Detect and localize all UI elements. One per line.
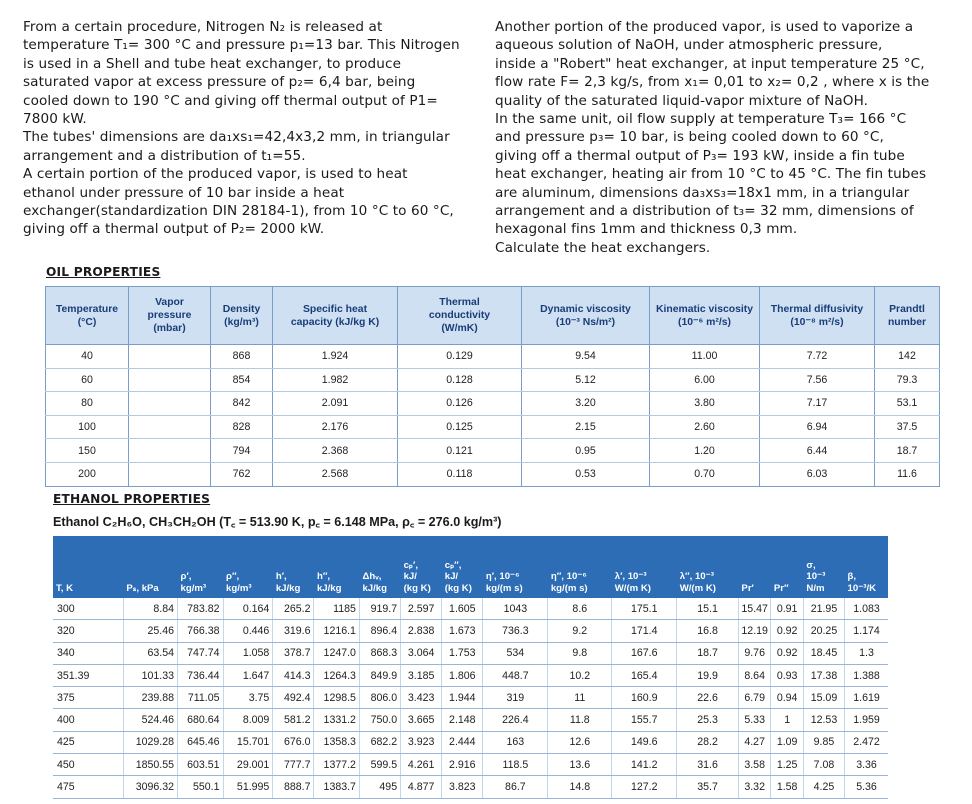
ethanol-table-cell: 18.45	[803, 642, 844, 664]
ethanol-table-cell: 9.76	[738, 642, 770, 664]
oil-table-cell: 2.368	[273, 439, 398, 463]
oil-header-cell: Dynamic viscosity (10⁻³ Ns/m²)	[522, 287, 650, 345]
ethanol-table-cell: 127.2	[612, 776, 677, 798]
oil-table-cell: 794	[211, 439, 273, 463]
oil-table-row	[46, 368, 940, 392]
oil-table-cell	[129, 415, 211, 439]
ethanol-table-cell: 766.38	[178, 620, 223, 642]
ethanol-table-row	[53, 754, 888, 776]
oil-table-cell	[129, 345, 211, 369]
ethanol-table-cell: 1264.3	[314, 664, 359, 686]
ethanol-table-cell: 25.46	[123, 620, 177, 642]
oil-table-cell: 842	[211, 392, 273, 416]
ethanol-table-cell: 1.174	[845, 620, 888, 642]
oil-header-cell: Temperature (°C)	[46, 287, 129, 345]
ethanol-table-row	[53, 776, 888, 798]
oil-table-cell: 18.7	[875, 439, 940, 463]
paragraph-nitrogen: From a certain procedure, Nitrogen N₂ is released at temperature T₁= 300 °C and pressure p₁=13 bar. This Nitrogen is used in a Shell and tube heat exchanger, to produce saturated vapor at excess pressure of p₂= 6,4 bar, being cooled down to 190 °C and giving off thermal output of P1= 7800 kW.	[23, 19, 460, 128]
oil-table-cell: 5.12	[522, 368, 650, 392]
ethanol-table-cell: 4.877	[401, 776, 442, 798]
ethanol-table-cell: 9.2	[548, 620, 612, 642]
ethanol-table-cell: 155.7	[612, 709, 677, 731]
oil-table-cell	[129, 392, 211, 416]
ethanol-table-cell: 1247.0	[314, 642, 359, 664]
ethanol-header-cell: h″, kJ/kg	[314, 536, 359, 598]
ethanol-table-cell: 1.58	[771, 776, 803, 798]
ethanol-table-cell: 783.82	[178, 598, 223, 620]
ethanol-table-cell: 16.8	[677, 620, 739, 642]
oil-table-cell: 0.53	[522, 462, 650, 486]
ethanol-table-cell: 1.753	[442, 642, 483, 664]
ethanol-table-cell: 1029.28	[123, 731, 177, 753]
ethanol-table-cell: 9.8	[548, 642, 612, 664]
ethanol-table-cell: 3.185	[401, 664, 442, 686]
oil-header-cell: Vapor pressure (mbar)	[129, 287, 211, 345]
ethanol-table-cell: 736.44	[178, 664, 223, 686]
oil-table-cell: 2.176	[273, 415, 398, 439]
ethanol-table-cell: 14.8	[548, 776, 612, 798]
ethanol-table-cell: 12.6	[548, 731, 612, 753]
oil-table-cell: 37.5	[875, 415, 940, 439]
ethanol-header-cell: λ′, 10⁻³ W/(m K)	[612, 536, 677, 598]
ethanol-table-cell: 11	[548, 687, 612, 709]
paragraph-oil: In the same unit, oil flow supply at temperature T₃= 166 °C and pressure p₃= 10 bar, is being cooled down to 60 °C, giving off a thermal output of P₃= 193 kW, inside a fin tube heat exchanger, heating air from 10 °C to 45 °C. The fin tubes are aluminum, dimensions da₃xs₃=18x1 mm, in a triangular arrangement and a distribution of t₃= 32 mm, dimensions of hexagonal fins 1mm and thickness 0,3 mm. Calculate the heat exchangers.	[495, 111, 927, 256]
oil-table-cell: 762	[211, 462, 273, 486]
ethanol-table-cell: 4.25	[803, 776, 844, 798]
oil-table-cell: 142	[875, 345, 940, 369]
ethanol-table-cell: 1216.1	[314, 620, 359, 642]
oil-table-cell: 6.03	[760, 462, 875, 486]
ethanol-table-cell: 6.79	[738, 687, 770, 709]
ethanol-table-row	[53, 687, 888, 709]
oil-table-cell: 1.982	[273, 368, 398, 392]
ethanol-table-cell: 351.39	[53, 664, 123, 686]
ethanol-table-cell: 15.701	[223, 731, 273, 753]
ethanol-table-cell: 1331.2	[314, 709, 359, 731]
ethanol-header-cell: cₚ″, kJ/ (kg K)	[442, 536, 483, 598]
oil-table-cell: 53.1	[875, 392, 940, 416]
ethanol-table-cell: 777.7	[273, 754, 314, 776]
ethanol-table-cell: 15.47	[738, 598, 770, 620]
ethanol-table-cell: 3.823	[442, 776, 483, 798]
ethanol-table-cell: 2.148	[442, 709, 483, 731]
ethanol-table-cell: 581.2	[273, 709, 314, 731]
ethanol-table-cell: 86.7	[483, 776, 548, 798]
ethanol-table-cell: 1	[771, 709, 803, 731]
ethanol-header-cell: ρ′, kg/m³	[178, 536, 223, 598]
ethanol-table-cell: 15.09	[803, 687, 844, 709]
oil-header-cell: Kinematic viscosity (10⁻⁶ m²/s)	[650, 287, 760, 345]
oil-table-cell: 7.72	[760, 345, 875, 369]
ethanol-table-cell: 3.32	[738, 776, 770, 798]
ethanol-table-cell: 2.597	[401, 598, 442, 620]
ethanol-properties-table	[53, 536, 888, 799]
ethanol-table-cell: 3.665	[401, 709, 442, 731]
oil-table-row	[46, 439, 940, 463]
ethanol-table-cell: 1358.3	[314, 731, 359, 753]
oil-table-row	[46, 415, 940, 439]
oil-header-cell: Specific heat capacity (kJ/kg K)	[273, 287, 398, 345]
ethanol-table-cell: 375	[53, 687, 123, 709]
ethanol-table-cell: 414.3	[273, 664, 314, 686]
ethanol-table-header-row	[53, 536, 888, 598]
oil-table-cell: 2.568	[273, 462, 398, 486]
oil-table-cell: 0.95	[522, 439, 650, 463]
ethanol-table-cell: 0.92	[771, 620, 803, 642]
ethanol-table-row	[53, 709, 888, 731]
ethanol-table-cell: 4.27	[738, 731, 770, 753]
oil-table-cell: 0.129	[398, 345, 522, 369]
oil-table-cell	[129, 439, 211, 463]
ethanol-table-cell: 495	[359, 776, 400, 798]
ethanol-table-cell: 1.058	[223, 642, 273, 664]
ethanol-table-cell: 25.3	[677, 709, 739, 731]
ethanol-table-cell: 15.1	[677, 598, 739, 620]
ethanol-table-cell: 1.3	[845, 642, 888, 664]
ethanol-table-cell: 12.53	[803, 709, 844, 731]
ethanol-table-cell: 849.9	[359, 664, 400, 686]
oil-table-cell: 100	[46, 415, 129, 439]
ethanol-header-cell: η′, 10⁻⁶ kg/(m s)	[483, 536, 548, 598]
oil-table-cell: 3.20	[522, 392, 650, 416]
oil-table-cell: 854	[211, 368, 273, 392]
ethanol-table-cell: 492.4	[273, 687, 314, 709]
ethanol-header-cell: β, 10⁻³/K	[845, 536, 888, 598]
oil-table-cell: 200	[46, 462, 129, 486]
ethanol-table-cell: 680.64	[178, 709, 223, 731]
ethanol-table-cell: 9.85	[803, 731, 844, 753]
ethanol-table-cell: 425	[53, 731, 123, 753]
ethanol-table-cell: 19.9	[677, 664, 739, 686]
ethanol-table-row	[53, 598, 888, 620]
ethanol-table-cell: 300	[53, 598, 123, 620]
ethanol-table-cell: 226.4	[483, 709, 548, 731]
ethanol-table-cell: 175.1	[612, 598, 677, 620]
ethanol-table-cell: 1383.7	[314, 776, 359, 798]
oil-table-cell: 11.6	[875, 462, 940, 486]
oil-table-cell: 150	[46, 439, 129, 463]
ethanol-table-cell: 101.33	[123, 664, 177, 686]
ethanol-table-cell: 2.444	[442, 731, 483, 753]
ethanol-table-cell: 0.93	[771, 664, 803, 686]
ethanol-table-cell: 21.95	[803, 598, 844, 620]
ethanol-table-row	[53, 620, 888, 642]
ethanol-table-cell: 7.08	[803, 754, 844, 776]
ethanol-table-row	[53, 731, 888, 753]
oil-header-cell: Thermal diffusivity (10⁻⁸ m²/s)	[760, 287, 875, 345]
ethanol-table-cell: 1.673	[442, 620, 483, 642]
ethanol-table-cell: 3.36	[845, 754, 888, 776]
oil-table-cell: 0.70	[650, 462, 760, 486]
oil-table-cell: 7.56	[760, 368, 875, 392]
ethanol-table-cell: 8.009	[223, 709, 273, 731]
ethanol-properties-heading: ETHANOL PROPERTIES	[53, 492, 211, 506]
ethanol-table-cell: 118.5	[483, 754, 548, 776]
ethanol-table-cell: 51.995	[223, 776, 273, 798]
ethanol-table-cell: 63.54	[123, 642, 177, 664]
ethanol-header-cell: σ, 10⁻³ N/m	[803, 536, 844, 598]
ethanol-header-cell: λ″, 10⁻³ W/(m K)	[677, 536, 739, 598]
ethanol-table-cell: 18.7	[677, 642, 739, 664]
oil-table-cell: 6.00	[650, 368, 760, 392]
ethanol-header-cell: Pr″	[771, 536, 803, 598]
oil-table-cell	[129, 462, 211, 486]
oil-table-cell: 2.60	[650, 415, 760, 439]
oil-table-cell: 60	[46, 368, 129, 392]
ethanol-header-cell: T, K	[53, 536, 123, 598]
oil-table-cell: 0.121	[398, 439, 522, 463]
ethanol-table-cell: 0.92	[771, 642, 803, 664]
paragraph-ethanol-heating: A certain portion of the produced vapor, is used to heat ethanol under pressure of 10 bar inside a heat exchanger(standardization DIN 28184-1), from 10 °C to 60 °C, giving off a thermal output of P₂= 2000 kW.	[23, 166, 454, 238]
ethanol-header-cell: η″, 10⁻⁶ kg/(m s)	[548, 536, 612, 598]
ethanol-table-cell: 5.36	[845, 776, 888, 798]
ethanol-table-cell: 319.6	[273, 620, 314, 642]
ethanol-table-cell: 1298.5	[314, 687, 359, 709]
ethanol-table-cell: 340	[53, 642, 123, 664]
ethanol-table-cell: 676.0	[273, 731, 314, 753]
ethanol-table-cell: 1.806	[442, 664, 483, 686]
oil-table-cell: 6.94	[760, 415, 875, 439]
oil-table-cell: 11.00	[650, 345, 760, 369]
ethanol-table-cell: 12.19	[738, 620, 770, 642]
ethanol-table-cell: 2.916	[442, 754, 483, 776]
ethanol-table-cell: 888.7	[273, 776, 314, 798]
ethanol-table-cell: 1.083	[845, 598, 888, 620]
ethanol-table-cell: 736.3	[483, 620, 548, 642]
ethanol-table-cell: 3.423	[401, 687, 442, 709]
ethanol-table-cell: 747.74	[178, 642, 223, 664]
ethanol-table-cell: 167.6	[612, 642, 677, 664]
ethanol-table-cell: 475	[53, 776, 123, 798]
ethanol-table-cell: 239.88	[123, 687, 177, 709]
ethanol-table-cell: 750.0	[359, 709, 400, 731]
ethanol-table-cell: 265.2	[273, 598, 314, 620]
oil-header-cell: Thermal conductivity (W/mK)	[398, 287, 522, 345]
oil-properties-table	[45, 286, 940, 487]
ethanol-table-cell: 0.94	[771, 687, 803, 709]
ethanol-table-cell: 141.2	[612, 754, 677, 776]
oil-table-cell: 3.80	[650, 392, 760, 416]
ethanol-header-cell: Pr′	[738, 536, 770, 598]
ethanol-table-cell: 11.8	[548, 709, 612, 731]
oil-table-cell: 80	[46, 392, 129, 416]
ethanol-table-cell: 1185	[314, 598, 359, 620]
ethanol-table-row	[53, 642, 888, 664]
ethanol-table-cell: 4.261	[401, 754, 442, 776]
oil-table-row	[46, 462, 940, 486]
ethanol-table-cell: 1377.2	[314, 754, 359, 776]
oil-table-row	[46, 392, 940, 416]
ethanol-table-cell: 1850.55	[123, 754, 177, 776]
ethanol-table-row	[53, 664, 888, 686]
ethanol-table-cell: 2.838	[401, 620, 442, 642]
ethanol-table-cell: 0.164	[223, 598, 273, 620]
oil-table-cell: 9.54	[522, 345, 650, 369]
oil-table-cell	[129, 368, 211, 392]
oil-table-cell: 40	[46, 345, 129, 369]
oil-table-cell: 0.128	[398, 368, 522, 392]
ethanol-table-cell: 3096.32	[123, 776, 177, 798]
ethanol-table-cell: 1.619	[845, 687, 888, 709]
oil-table-cell: 7.17	[760, 392, 875, 416]
oil-table-cell: 2.091	[273, 392, 398, 416]
ethanol-table-cell: 2.472	[845, 731, 888, 753]
ethanol-table-cell: 682.2	[359, 731, 400, 753]
ethanol-table-cell: 711.05	[178, 687, 223, 709]
ethanol-table-cell: 29.001	[223, 754, 273, 776]
ethanol-table-cell: 378.7	[273, 642, 314, 664]
ethanol-table-cell: 896.4	[359, 620, 400, 642]
ethanol-table-cell: 160.9	[612, 687, 677, 709]
ethanol-table-cell: 524.46	[123, 709, 177, 731]
oil-table-row	[46, 345, 940, 369]
ethanol-header-cell: Pₛ, kPa	[123, 536, 177, 598]
oil-table-cell: 6.44	[760, 439, 875, 463]
paragraph-naoh: Another portion of the produced vapor, is used to vaporize a aqueous solution of NaOH, under atmospheric pressure, inside a "Robert" heat exchanger, at input temperature 25 °C, flow rate F= 2,3 kg/s, from x₁= 0,01 to x₂= 0,2 , where x is the quality of the saturated liquid-vapor mixture of NaOH.	[495, 19, 930, 109]
ethanol-table-cell: 550.1	[178, 776, 223, 798]
oil-table-cell: 0.118	[398, 462, 522, 486]
oil-table-cell: 2.15	[522, 415, 650, 439]
ethanol-table-cell: 1.959	[845, 709, 888, 731]
oil-table-cell: 1.20	[650, 439, 760, 463]
problem-text-left	[23, 18, 471, 239]
ethanol-table-cell: 450	[53, 754, 123, 776]
paragraph-tubes: The tubes' dimensions are da₁xs₁=42,4x3,2 mm, in triangular arrangement and a distribution of t₁=55.	[23, 129, 450, 164]
oil-table-header-row	[46, 287, 940, 345]
ethanol-table-cell: 1.647	[223, 664, 273, 686]
ethanol-table-cell: 5.33	[738, 709, 770, 731]
ethanol-table-cell: 163	[483, 731, 548, 753]
ethanol-table-cell: 0.91	[771, 598, 803, 620]
ethanol-table-cell: 3.75	[223, 687, 273, 709]
oil-table-cell: 0.125	[398, 415, 522, 439]
ethanol-table-cell: 534	[483, 642, 548, 664]
oil-table-cell: 868	[211, 345, 273, 369]
ethanol-table-cell: 1.09	[771, 731, 803, 753]
ethanol-table-cell: 0.446	[223, 620, 273, 642]
ethanol-table-cell: 28.2	[677, 731, 739, 753]
ethanol-table-cell: 645.46	[178, 731, 223, 753]
ethanol-table-cell: 8.6	[548, 598, 612, 620]
ethanol-table-cell: 1.388	[845, 664, 888, 686]
ethanol-table-cell: 319	[483, 687, 548, 709]
ethanol-table-cell: 1.25	[771, 754, 803, 776]
ethanol-table-cell: 20.25	[803, 620, 844, 642]
ethanol-header-cell: Δhᵥ, kJ/kg	[359, 536, 400, 598]
ethanol-table-cell: 17.38	[803, 664, 844, 686]
oil-table-cell: 0.126	[398, 392, 522, 416]
oil-table-cell: 1.924	[273, 345, 398, 369]
ethanol-table-cell: 22.6	[677, 687, 739, 709]
ethanol-table-cell: 868.3	[359, 642, 400, 664]
problem-text-right	[495, 18, 955, 257]
ethanol-table-cell: 320	[53, 620, 123, 642]
ethanol-table-cell: 10.2	[548, 664, 612, 686]
ethanol-table-cell: 806.0	[359, 687, 400, 709]
ethanol-table-cell: 1.944	[442, 687, 483, 709]
ethanol-table-cell: 3.923	[401, 731, 442, 753]
ethanol-table-cell: 599.5	[359, 754, 400, 776]
ethanol-table-cell: 603.51	[178, 754, 223, 776]
ethanol-table-cell: 1043	[483, 598, 548, 620]
ethanol-table-cell: 400	[53, 709, 123, 731]
ethanol-table-cell: 13.6	[548, 754, 612, 776]
ethanol-table-cell: 3.58	[738, 754, 770, 776]
oil-properties-heading: OIL PROPERTIES	[46, 265, 161, 279]
ethanol-table-cell: 448.7	[483, 664, 548, 686]
ethanol-header-cell: ρ″, kg/m³	[223, 536, 273, 598]
ethanol-table-cell: 31.6	[677, 754, 739, 776]
ethanol-header-cell: h′, kJ/kg	[273, 536, 314, 598]
ethanol-table-cell: 35.7	[677, 776, 739, 798]
ethanol-table-cell: 149.6	[612, 731, 677, 753]
ethanol-table-cell: 3.064	[401, 642, 442, 664]
ethanol-table-cell: 919.7	[359, 598, 400, 620]
ethanol-table-cell: 1.605	[442, 598, 483, 620]
oil-table-cell: 79.3	[875, 368, 940, 392]
ethanol-table-cell: 8.84	[123, 598, 177, 620]
oil-header-cell: Prandtl number	[875, 287, 940, 345]
ethanol-table-cell: 8.64	[738, 664, 770, 686]
ethanol-caption: Ethanol C₂H₆O, CH₃CH₂OH (T꜀ = 513.90 K, p꜀ = 6.148 MPa, ρ꜀ = 276.0 kg/m³)	[53, 515, 502, 529]
oil-table-cell: 828	[211, 415, 273, 439]
oil-header-cell: Density (kg/m³)	[211, 287, 273, 345]
ethanol-header-cell: cₚ′, kJ/ (kg K)	[401, 536, 442, 598]
ethanol-table-cell: 165.4	[612, 664, 677, 686]
ethanol-table-cell: 171.4	[612, 620, 677, 642]
